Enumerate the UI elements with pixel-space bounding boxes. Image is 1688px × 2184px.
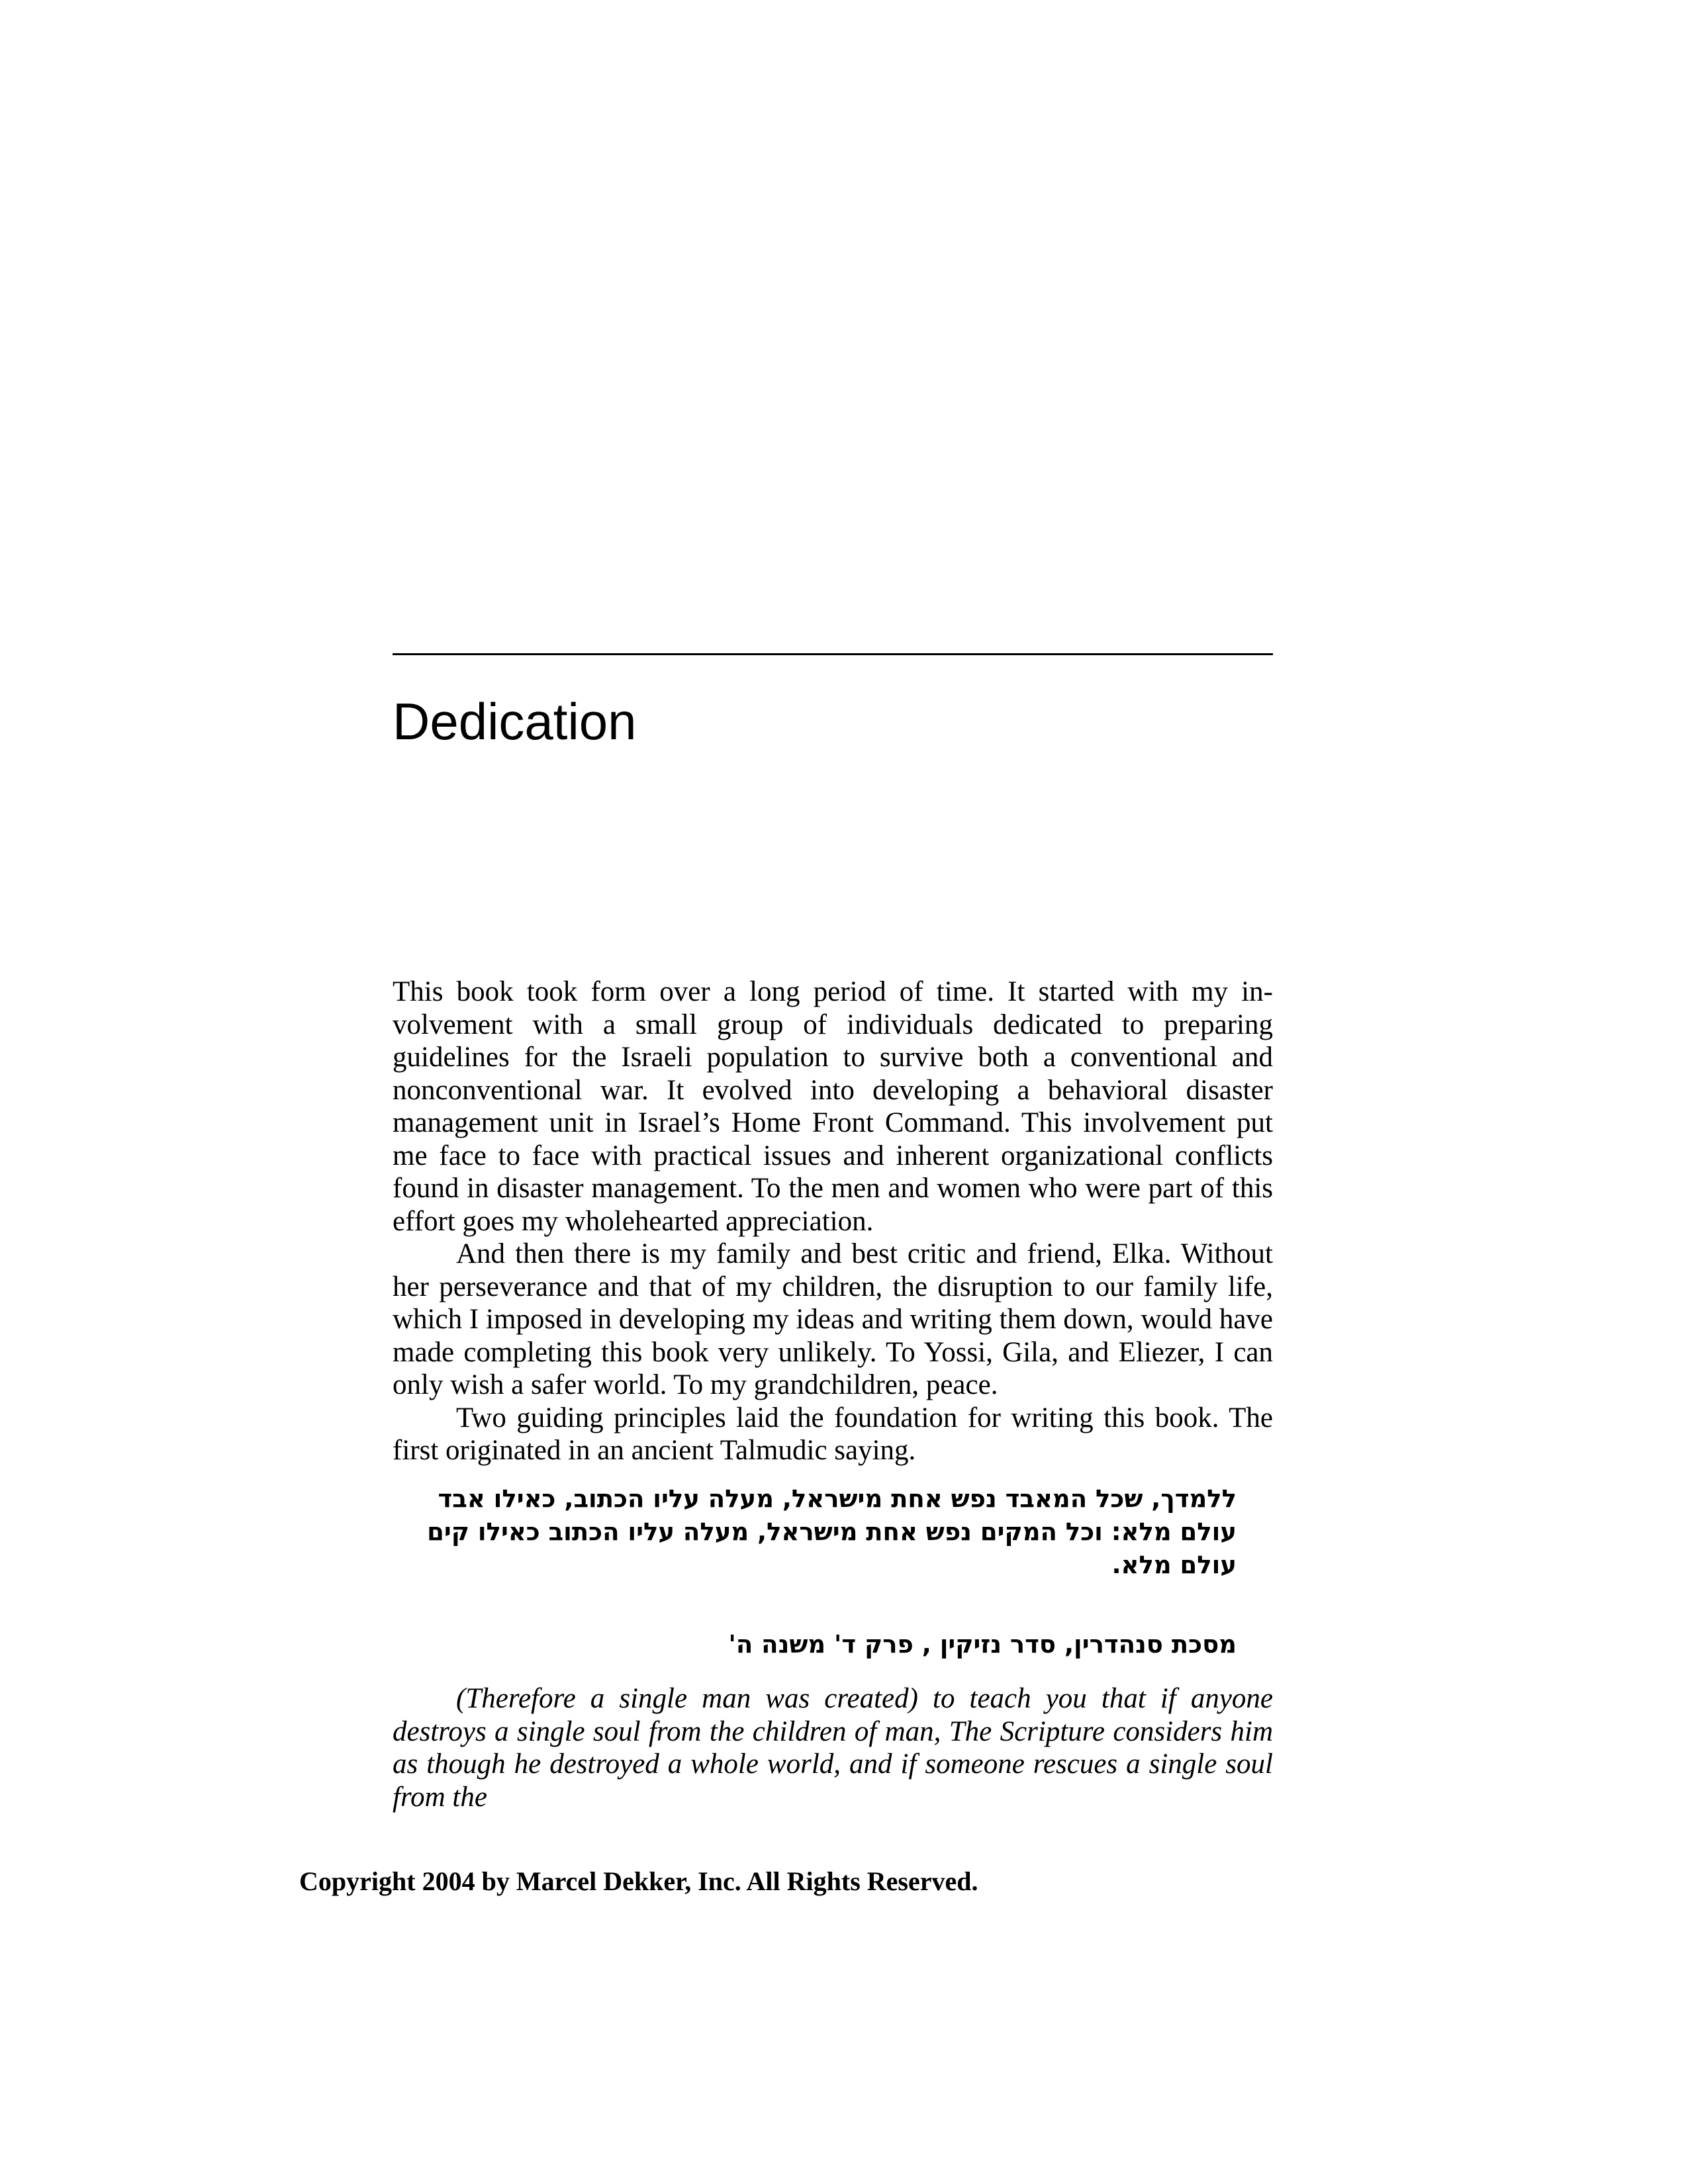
hebrew-quote: ללמדך, שכל המאבד נפש אחת מישראל, מעלה עליו הכתוב, כאילו אבד עולם מלא: וכל המקים נפש אחת מישראל, מעלה עליו הכתוב כאילו קים עולם מלא. <box>427 1484 1237 1579</box>
quote-translation: (Therefore a single man was created) to teach you that if anyone destroys a single soul from the children of man, The Scripture considers him as though he destroyed a whole world, and if someone rescues a single soul from the <box>393 1683 1273 1813</box>
dedication-body <box>393 976 1273 1467</box>
page-title: Dedication <box>393 692 637 751</box>
paragraph-2: And then there is my family and best critic and friend, Elka. Without her perseverance and that of my children, the disruption to our family life, which I imposed in developing my ideas and writing them down, would have made completing this book very unlikely. To Yossi, Gila, and Eliezer, I can only wish a safer world. To my grandchildren, peace. <box>393 1238 1273 1400</box>
hebrew-quote-source: מסכת סנהדרין, סדר נזיקין , פרק ד' משנה ה' <box>728 1630 1237 1659</box>
paragraph-3: Two guiding principles laid the foundation for writing this book. The first originated in an ancient Talmudic saying. <box>393 1402 1273 1466</box>
copyright-notice: Copyright 2004 by Marcel Dekker, Inc. All Rights Reserved. <box>299 1866 978 1896</box>
paragraph-1: This book took form over a long period of time. It started with my involvement with a small group of individuals dedicated to preparing guidelines for the Israeli population to survive both a conventional and nonconventional war. It evolved into developing a behavioral disaster management unit in Israel’s Home Front Command. This involvement put me face to face with practical issues and inherent organizational conflicts found in disaster management. To the men and women who were part of this effort goes my wholehearted appreciation. <box>393 976 1273 1237</box>
title-rule <box>393 653 1273 655</box>
